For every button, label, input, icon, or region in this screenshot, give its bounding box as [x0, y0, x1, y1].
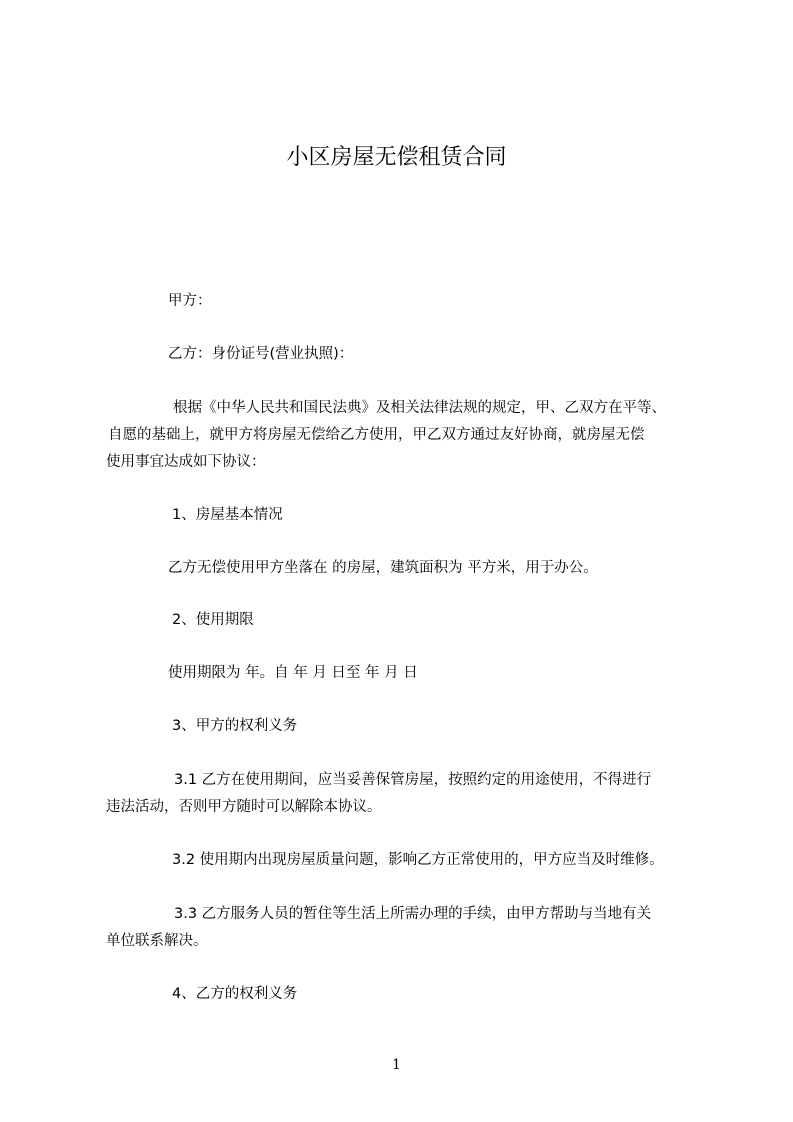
preamble-line-1: 根据《中华人民共和国民法典》及相关法律法规的规定，甲、乙双方在平等、 — [173, 400, 666, 416]
clause-3-3-line-1: 3.3 乙方服务人员的暂住等生活上所需办理的手续，由甲方帮助与当地有关 — [174, 906, 652, 922]
contract-title: 小区房屋无偿租赁合同 — [286, 145, 507, 170]
page-number: 1 — [392, 1057, 401, 1073]
section-1-heading: 1、房屋基本情况 — [172, 507, 283, 523]
section-1-body: 乙方无偿使用甲方坐落在 的房屋，建筑面积为 平方米，用于办公。 — [168, 560, 598, 576]
clause-3-1-line-1: 3.1 乙方在使用期间，应当妥善保管房屋，按照约定的用途使用，不得进行 — [174, 772, 652, 788]
clause-3-3-line-2: 单位联系解决。 — [106, 933, 208, 949]
clause-3-1-line-2: 违法活动，否则甲方随时可以解除本协议。 — [106, 799, 382, 815]
section-4-heading: 4、乙方的权利义务 — [172, 986, 298, 1002]
section-3-heading: 3、甲方的权利义务 — [172, 718, 298, 734]
section-2-body: 使用期限为 年。自 年 月 日至 年 月 日 — [168, 665, 418, 681]
section-2-heading: 2、使用期限 — [172, 612, 254, 628]
preamble-line-3: 使用事宜达成如下协议： — [106, 454, 266, 470]
preamble-line-2: 自愿的基础上，就甲方将房屋无偿给乙方使用，甲乙双方通过友好协商，就房屋无偿 — [108, 427, 645, 443]
party-b-line: 乙方：身份证号(营业执照)： — [168, 346, 354, 362]
clause-3-2: 3.2 使用期内出现房屋质量问题，影响乙方正常使用的，甲方应当及时维修。 — [172, 852, 664, 868]
party-a-line: 甲方： — [168, 293, 212, 309]
